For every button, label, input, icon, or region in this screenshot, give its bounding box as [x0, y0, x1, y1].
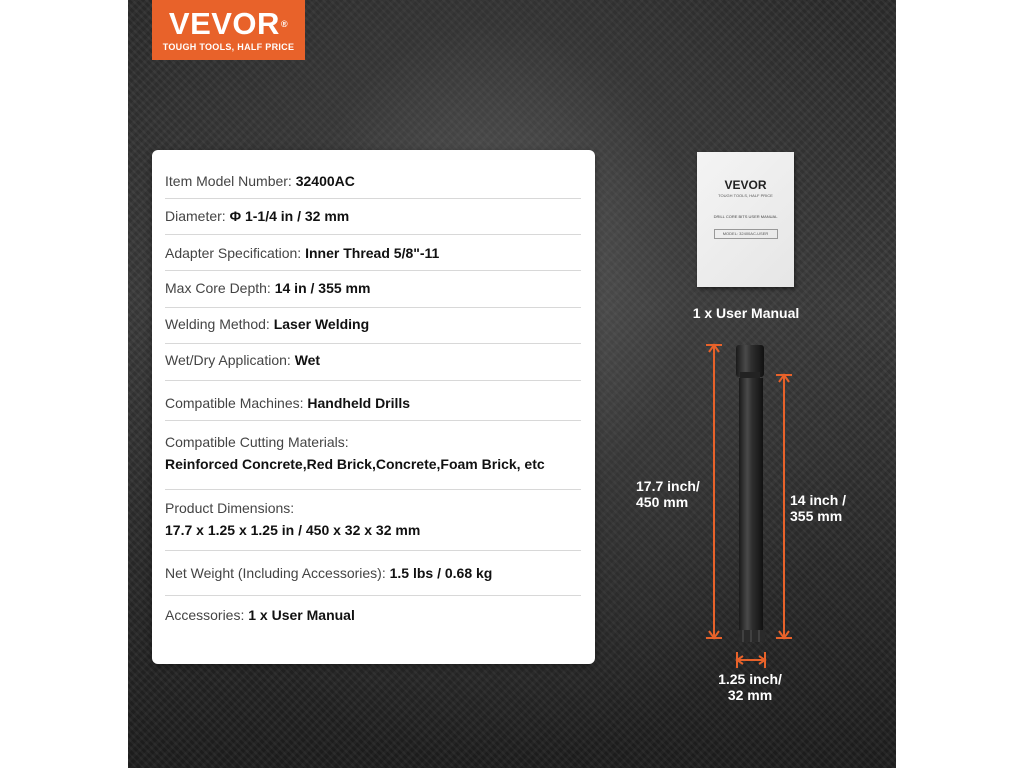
spec-value: Wet — [294, 352, 321, 368]
spec-label: Diameter: — [165, 208, 226, 224]
diameter-metric: 32 mm — [727, 687, 773, 703]
spec-value: Φ 1-1/4 in / 32 mm — [229, 208, 350, 224]
core-depth-label — [790, 492, 846, 524]
spec-value: 1.5 lbs / 0.68 kg — [389, 565, 493, 581]
core-drill-illustration — [128, 0, 896, 768]
spec-label: Accessories: — [165, 607, 245, 623]
logo-tagline: TOUGH TOOLS, HALF PRICE — [162, 42, 295, 52]
diameter-imperial: 1.25 inch/ — [718, 671, 782, 687]
spec-label: Product Dimensions: — [165, 500, 295, 516]
spec-value: Laser Welding — [273, 316, 370, 332]
spec-value: 1 x User Manual — [248, 607, 355, 623]
spec-label: Welding Method: — [165, 316, 270, 332]
total-length-label — [636, 478, 700, 510]
manual-logo: VEVOR — [724, 178, 767, 192]
product-image-stage — [128, 0, 896, 768]
logo-wordmark: VEVOR — [168, 6, 280, 41]
spec-value: Reinforced Concrete,Red Brick,Concrete,Foam Brick, etc — [165, 456, 545, 472]
spec-label: Net Weight (Including Accessories): — [165, 565, 386, 581]
drill-adapter-collar — [740, 372, 760, 378]
spec-label: Max Core Depth: — [165, 280, 271, 296]
spec-label: Compatible Machines: — [165, 395, 304, 411]
core-depth-imperial: 14 inch / — [790, 492, 847, 508]
total-length-imperial: 17.7 inch/ — [636, 478, 700, 494]
spec-label: Compatible Cutting Materials: — [165, 434, 349, 450]
diameter-label — [710, 671, 790, 703]
manual-title: DRILL CORE BITS USER MANUAL — [713, 214, 778, 219]
diameter-arrow — [737, 652, 765, 668]
manual-tagline: TOUGH TOOLS, HALF PRICE — [718, 193, 773, 198]
spec-label: Wet/Dry Application: — [165, 352, 291, 368]
spec-value: Handheld Drills — [307, 395, 411, 411]
total-length-arrow — [706, 345, 722, 638]
manual-model-box: MODEL: 32400AC-USER — [714, 229, 778, 239]
registered-icon: ® — [280, 19, 289, 29]
spec-value: 14 in / 355 mm — [274, 280, 371, 296]
spec-label: Adapter Specification: — [165, 245, 302, 261]
spec-value: 17.7 x 1.25 x 1.25 in / 450 x 32 x 32 mm — [165, 522, 421, 538]
drill-tube — [739, 378, 763, 636]
spec-label: Item Model Number: — [165, 173, 292, 189]
spec-value: 32400AC — [295, 173, 355, 189]
total-length-metric: 450 mm — [636, 494, 689, 510]
core-depth-metric: 355 mm — [790, 508, 843, 524]
manual-caption: 1 x User Manual — [692, 305, 800, 321]
spec-value: Inner Thread 5/8"-11 — [305, 245, 440, 261]
